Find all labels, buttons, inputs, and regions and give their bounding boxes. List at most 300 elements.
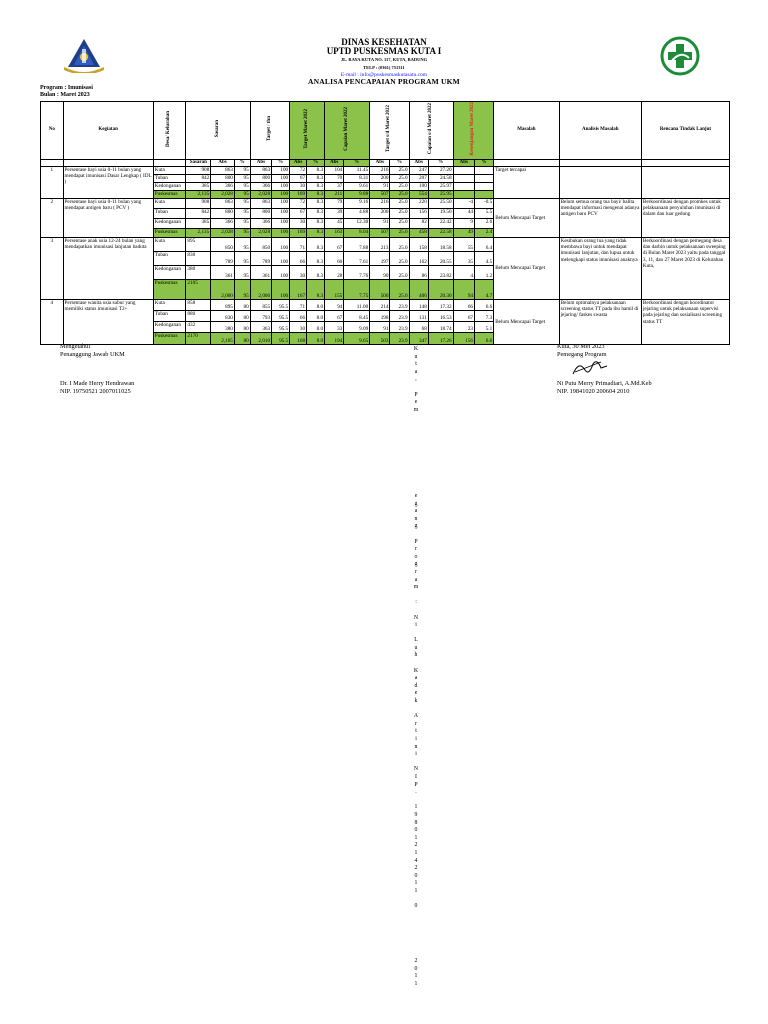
cell-desa: Kedonganan	[153, 182, 186, 190]
cell-value: 458	[409, 228, 428, 237]
page-title: ANALISA PENCAPAIAN PROGRAM UKM	[308, 77, 460, 86]
cell-no: 4	[41, 299, 64, 344]
cell-value: 8.31	[344, 174, 370, 182]
program-label: Program : Imunisasi	[40, 85, 93, 91]
cell-value: 66	[290, 251, 307, 265]
cell-value: 9.09	[344, 321, 370, 332]
cell-value: 880	[186, 310, 211, 321]
cell-value: 380	[186, 265, 211, 279]
right-sig-name: Ni Putu Merry Primadiari, A.Md.Keb	[557, 380, 652, 387]
cell-value: 385	[186, 182, 211, 190]
cell-value: 30	[290, 182, 307, 190]
sub-header-10: %	[390, 159, 409, 166]
cell-value: 507	[370, 228, 390, 237]
cell-value: 2,105	[211, 332, 235, 344]
cell-value: 380	[211, 321, 235, 332]
cell-value: 8.3	[307, 279, 325, 299]
cell-value: 2,028	[211, 228, 235, 237]
cell-value: 9.88	[344, 190, 370, 198]
cell-value: 27.20	[428, 166, 453, 174]
cell-value: 72	[290, 198, 307, 208]
cell-value: 17.32	[428, 299, 453, 310]
cell-value: 211	[325, 190, 344, 198]
cell-value: 67	[325, 310, 344, 321]
sub-header-9: Abs	[370, 159, 390, 166]
cell-value: 95	[234, 251, 250, 265]
cell-value: 842	[186, 208, 211, 218]
cell-value: 100	[272, 208, 290, 218]
cell-value: 155	[325, 279, 344, 299]
sub-header-4: %	[272, 159, 290, 166]
cell-value: 25.0	[390, 198, 409, 208]
cell-value: 100	[272, 265, 290, 279]
cell-value: 361	[211, 265, 235, 279]
cell-value: 60	[325, 251, 344, 265]
cell-value: 503	[370, 332, 390, 344]
cell-value: 850	[250, 237, 271, 251]
cell-value: 39	[325, 208, 344, 218]
cell-value: 67	[325, 237, 344, 251]
agency-name: DINAS KESEHATAN	[341, 37, 427, 47]
cell-value: 8.3	[307, 237, 325, 251]
cell-desa: Kuta	[153, 166, 186, 174]
table-row	[41, 299, 730, 310]
cell-value: 4.5	[475, 251, 494, 265]
cell-value: 2,135	[186, 228, 211, 237]
cell-rencana	[641, 166, 729, 198]
cell-value: 24.58	[428, 174, 453, 182]
cell-value: 863	[211, 166, 235, 174]
signature-scribble	[557, 358, 652, 380]
cell-value: 100	[272, 279, 290, 299]
sub-header-6: %	[307, 159, 325, 166]
cell-value: 82	[409, 218, 428, 228]
cell-value: 25.0	[390, 228, 409, 237]
cell-value: 2,000	[211, 279, 235, 299]
cell-value: 793	[250, 310, 271, 321]
cell-value: 4	[453, 265, 474, 279]
cell-value: 104	[325, 166, 344, 174]
cell-value: 863	[211, 198, 235, 208]
cell-desa: Tuban	[153, 310, 186, 321]
cell-value: 95.5	[272, 321, 290, 332]
cell-value: 7.61	[344, 251, 370, 265]
cell-value: 216	[370, 198, 390, 208]
cell-value: 6.6	[475, 332, 494, 344]
sub-header-7: Abs	[325, 159, 344, 166]
cell-value: 8.0	[307, 299, 325, 310]
cell-analisis: Kesibukan orang tua yang tidak membawa bayi untuk mendapat imunisasi lanjutan, dan lupua untuk melengkapi status imunisasi anaknya	[559, 237, 641, 299]
cell-value: 6.6	[475, 299, 494, 310]
phone: TELP : (0361) 751311	[363, 64, 405, 70]
cell-value: 8.3	[307, 228, 325, 237]
cell-value: 363	[250, 321, 271, 332]
cell-value: 347	[409, 332, 428, 344]
cell-value: 23.9	[390, 310, 409, 321]
email-link[interactable]: E-mail : info@puskesmaskutasatu.com	[340, 72, 428, 78]
cell-value: 197	[370, 251, 390, 265]
cell-value: 908	[186, 198, 211, 208]
col-sasaran: Sasaran	[186, 102, 250, 160]
cell-value: 8.3	[307, 265, 325, 279]
cell-value: 18.74	[428, 321, 453, 332]
cell-value: 91	[370, 218, 390, 228]
cell-desa: Kuta	[153, 198, 186, 208]
cell-desa: Tuban	[153, 251, 186, 265]
cell-kegiatan: Persentase bayi usia 0-11 bulan yang mendapat imunisasi Dasar Lengkap ( IDL )	[63, 166, 153, 198]
cell-value: 25.0	[390, 208, 409, 218]
cell-value: 850	[211, 237, 235, 251]
cell-value: 95	[234, 208, 250, 218]
sub-header-11: Abs	[409, 159, 428, 166]
cell-value: 23.82	[428, 265, 453, 279]
cell-value: 842	[186, 174, 211, 182]
cell-desa: Kedonganan	[153, 321, 186, 332]
cell-kegiatan: Persentase bayi usia 0-11 bulan yang mendapat antigen baru ( PCV )	[63, 198, 153, 237]
table-row	[41, 237, 730, 251]
sub-header-14: %	[475, 159, 494, 166]
cell-value: 131	[409, 310, 428, 321]
cell-value: 25.95	[428, 190, 453, 198]
cell-value: 25.0	[390, 182, 409, 190]
cell-value: 95	[234, 190, 250, 198]
cell-value: 25.0	[390, 166, 409, 174]
cell-value: 80	[234, 299, 250, 310]
cell-masalah: Target tercapai	[494, 166, 559, 198]
col-target-sd: Target s/d Maret 2022	[370, 102, 409, 160]
cell-value: 80	[234, 332, 250, 344]
cell-value: 8.3	[307, 198, 325, 208]
cell-value: 25.0	[390, 190, 409, 198]
cell-value: 25.0	[390, 279, 409, 299]
cell-value: 100	[272, 190, 290, 198]
cell-value: 30	[290, 321, 307, 332]
cell-desa: Tuban	[153, 174, 186, 182]
cell-value: 23.9	[390, 332, 409, 344]
cell-value: 216	[370, 166, 390, 174]
cell-value: 20.30	[428, 279, 453, 299]
cell-value: 37	[325, 182, 344, 190]
sub-header-blank	[559, 159, 641, 166]
letterhead	[0, 38, 768, 79]
cell-value: 789	[211, 251, 235, 265]
sub-header-2: %	[234, 159, 250, 166]
right-sig-nip: NIP. 19841020 200604 2010	[557, 387, 630, 395]
cell-value: 94	[325, 299, 344, 310]
vertical-overflow-text-1: K u t a , P e m	[413, 346, 419, 413]
cell-value: 198	[370, 310, 390, 321]
cell-value: 100	[272, 228, 290, 237]
cell-value: 432	[186, 321, 211, 332]
sub-header-blank	[494, 159, 559, 166]
cell-value	[453, 182, 474, 190]
col-masalah: Masalah	[494, 102, 559, 160]
cell-value: 95	[234, 265, 250, 279]
cell-value: 95.5	[272, 299, 290, 310]
cell-masalah: Belum Mencapai Target	[494, 198, 559, 237]
cell-desa: Kedonganan	[153, 218, 186, 228]
cell-value: 17.26	[428, 332, 453, 344]
col-analisis: Analisis Masalah	[559, 102, 641, 160]
cell-value: 8.3	[307, 182, 325, 190]
col-kegiatan: Kegiatan	[63, 102, 153, 160]
cell-value: 79	[325, 198, 344, 208]
cell-value: 207	[409, 174, 428, 182]
table-row	[41, 166, 730, 174]
cell-value: 863	[250, 166, 271, 174]
program-info	[40, 85, 93, 99]
cell-value: 169	[290, 228, 307, 237]
cell-value: 895	[211, 299, 235, 310]
cell-value: 11.00	[344, 299, 370, 310]
right-sig-line2: Pemegang Program	[557, 350, 607, 358]
cell-desa: Kuta	[153, 299, 186, 310]
cell-value: 200	[370, 174, 390, 182]
cell-value: 66	[290, 310, 307, 321]
cell-value: 25.0	[390, 251, 409, 265]
cell-value: 2,010	[250, 332, 271, 344]
cell-value: 8.3	[307, 174, 325, 182]
cell-value: 25.50	[428, 198, 453, 208]
cell-value: 95.5	[272, 310, 290, 321]
col-capaian-sd: Capaian s/d Maret 2022	[409, 102, 453, 160]
col-capaian-mar: Capaian Maret 2022	[325, 102, 370, 160]
cell-value: 9.16	[344, 198, 370, 208]
cell-value: 2,028	[211, 190, 235, 198]
cell-value: 100	[272, 237, 290, 251]
cell-value: 800	[250, 174, 271, 182]
cell-value: 366	[250, 182, 271, 190]
left-sig-name: Dr. I Made Herry Hendrawan	[60, 380, 135, 387]
vertical-overflow-text-3: 2 0 1 1	[414, 958, 418, 987]
cell-value: 86	[409, 265, 428, 279]
cell-masalah: Belum Mencapai Target	[494, 299, 559, 344]
cell-value: 863	[250, 198, 271, 208]
cell-rencana: Berkoordinasi dengan koordinator jejaring untuk pelaksanaan supervisi pada jejaring dan sosialisasi screening status TT	[641, 299, 729, 344]
cell-value: -0.5	[475, 198, 494, 208]
cell-value: 95	[234, 182, 250, 190]
cell-value: 45	[325, 218, 344, 228]
cell-value: 80	[234, 310, 250, 321]
cell-desa: Kuta	[153, 237, 186, 251]
cell-value	[475, 190, 494, 198]
left-sig-line1: Mengetahui	[60, 343, 91, 350]
left-sig-nip: NIP. 19750521 2007011025	[60, 387, 131, 395]
cell-value: 95.5	[272, 332, 290, 344]
cell-value: 33	[325, 321, 344, 332]
cell-kegiatan: Persentase anak usia 12-24 bulan yang mendapatkan imunisasi lanjutan baduta	[63, 237, 153, 299]
cell-value: 214	[370, 299, 390, 310]
col-desa: Desa/ Kelurahan	[153, 102, 186, 160]
cell-value: 4.7	[475, 279, 494, 299]
cell-value: 67	[290, 174, 307, 182]
cell-value: 70	[325, 174, 344, 182]
cell-value: 162	[409, 251, 428, 265]
cell-value: 8.0	[307, 321, 325, 332]
cell-value: 554	[409, 190, 428, 198]
cell-value: 366	[211, 182, 235, 190]
cell-desa: Puskesmas	[153, 228, 186, 237]
cell-analisis: Belum semua orang tua bayi/ balita mendapat informasi mengenai adanya antigen baru PCV	[559, 198, 641, 237]
cell-value	[475, 182, 494, 190]
cell-value: 67	[453, 310, 474, 321]
cell-value: 66	[453, 299, 474, 310]
cell-value: 44	[453, 208, 474, 218]
cell-value: -4	[453, 198, 474, 208]
cell-desa: Puskesmas	[153, 279, 186, 299]
cell-value: 100	[272, 198, 290, 208]
cell-value: 168	[290, 332, 307, 344]
col-no: No	[41, 102, 64, 160]
cell-value: 7.3	[475, 310, 494, 321]
cell-value: 30	[290, 265, 307, 279]
cell-value: 71	[290, 299, 307, 310]
cell-value: 507	[370, 190, 390, 198]
cell-value: 22.42	[428, 218, 453, 228]
cell-value: 2,028	[250, 190, 271, 198]
cell-value: 7.75	[344, 279, 370, 299]
cell-value: 789	[250, 251, 271, 265]
cell-no: 3	[41, 237, 64, 299]
cell-value: 500	[370, 279, 390, 299]
cell-value: 6.4	[475, 237, 494, 251]
cell-value: 908	[186, 166, 211, 174]
cell-value: 7.88	[344, 237, 370, 251]
cell-value: 366	[211, 218, 235, 228]
cell-value: 100	[272, 251, 290, 265]
cell-value: 8.3	[307, 251, 325, 265]
cell-value: 148	[409, 299, 428, 310]
cell-value: 90	[370, 265, 390, 279]
cell-value: 80	[234, 321, 250, 332]
sub-header-1: Abs	[211, 159, 235, 166]
cell-desa: Puskesmas	[153, 332, 186, 344]
cell-value: 95	[234, 237, 250, 251]
cell-value: 100	[409, 182, 428, 190]
cell-value: 11.45	[344, 166, 370, 174]
cell-value: 95	[234, 228, 250, 237]
cell-analisis: Belum optimalnya pelaksanaan screening status TT pada ibu hamil di jejaring/ faskes swasta	[559, 299, 641, 344]
cell-value: 8.04	[344, 228, 370, 237]
cell-value: 200	[370, 208, 390, 218]
cell-value: 366	[250, 218, 271, 228]
cell-value: 385	[186, 218, 211, 228]
cell-value: 156	[453, 332, 474, 344]
sub-header-8: %	[344, 159, 370, 166]
cell-value: 71	[290, 237, 307, 251]
right-sig-line1: Kuta, 30 Mei 2023	[557, 343, 605, 350]
cell-value: 361	[250, 265, 271, 279]
left-sig-line2: Penanggung Jawab UKM	[60, 350, 125, 358]
cell-masalah: Belum Mencapai Target	[494, 237, 559, 299]
col-kesenjangan: Kesenjangan Maret 2022	[453, 102, 494, 160]
cell-value: 213	[370, 237, 390, 251]
cell-value: 4.88	[344, 208, 370, 218]
cell-value: 800	[211, 174, 235, 182]
analysis-table	[40, 101, 730, 345]
cell-value: 95	[234, 166, 250, 174]
cell-value: 18.58	[428, 237, 453, 251]
table-body	[41, 166, 730, 344]
cell-value: 25.0	[390, 218, 409, 228]
table-row	[41, 198, 730, 208]
cell-value: 2170	[186, 332, 211, 344]
cell-value: 156	[409, 208, 428, 218]
cell-value: 1.2	[475, 265, 494, 279]
cell-value: 16.53	[428, 310, 453, 321]
cell-value: 23.9	[390, 321, 409, 332]
cell-value: 19.50	[428, 208, 453, 218]
cell-value: 100	[272, 166, 290, 174]
cell-value: 158	[409, 237, 428, 251]
cell-value	[453, 174, 474, 182]
sub-header-3: Abs	[250, 159, 271, 166]
cell-value: 55	[453, 237, 474, 251]
cell-value: 7.76	[344, 265, 370, 279]
address: JL. RAYA KUTA NO. 117, KUTA, BADUNG	[340, 57, 428, 62]
cell-desa: Kedonganan	[153, 265, 186, 279]
left-signature-block	[60, 343, 134, 395]
col-target-mar: Target Maret 2022	[290, 102, 325, 160]
cell-value: 8.3	[307, 218, 325, 228]
sub-header-blank	[641, 159, 729, 166]
cell-value: 100	[272, 182, 290, 190]
sub-header-13: Abs	[453, 159, 474, 166]
col-target-thn: Target / thn	[250, 102, 289, 160]
cell-rencana: Berkoordinasi dengan pemegang desa dan darbin untuk pelaksanaan sweeping di Bulan Maret 2023 yaitu pada tanggal 3, 11, dan 27 Maret 2023 di Kelurahan Kuta,	[641, 237, 729, 299]
cell-value: 95	[234, 279, 250, 299]
cell-value: 28	[325, 265, 344, 279]
cell-value: 25.0	[390, 265, 409, 279]
cell-value: 855	[250, 299, 271, 310]
cell-value: 2,028	[250, 228, 271, 237]
cell-value: 91	[370, 182, 390, 190]
cell-value: 8.45	[344, 310, 370, 321]
cell-value: 2.4	[475, 228, 494, 237]
unit-name: UPTD PUSKESMAS KUTA I	[326, 46, 442, 56]
cell-value: 406	[409, 279, 428, 299]
cell-value: 72	[290, 166, 307, 174]
cell-value: 8.3	[307, 166, 325, 174]
cell-no: 1	[41, 166, 64, 198]
cell-value: 91	[370, 321, 390, 332]
cell-value: 858	[186, 299, 211, 310]
cell-value: 247	[409, 166, 428, 174]
sub-header-5: Abs	[290, 159, 307, 166]
cell-value: 12.30	[344, 218, 370, 228]
cell-value: 8.0	[307, 310, 325, 321]
cell-value: 25.0	[390, 237, 409, 251]
cell-value	[475, 174, 494, 182]
cell-value: 94	[453, 279, 474, 299]
cell-analisis	[559, 166, 641, 198]
cell-value: 163	[325, 228, 344, 237]
cell-value: 20.55	[428, 251, 453, 265]
cell-value: 30	[290, 218, 307, 228]
cell-value: 169	[290, 190, 307, 198]
cell-rencana: Berkoordinasi dengan promkes untuk pelaksanaan penyuluhan imunisasi di dalam dan luar gedung	[641, 198, 729, 237]
cell-value: 95	[234, 218, 250, 228]
cell-value: 22.58	[428, 228, 453, 237]
col-rencana: Rencana Tindak Lanjut	[641, 102, 729, 160]
cell-value: 8.0	[307, 332, 325, 344]
cell-value: 220	[409, 198, 428, 208]
cell-value: 830	[211, 310, 235, 321]
cell-value: 167	[290, 279, 307, 299]
month-label: Bulan : Maret 2023	[40, 92, 90, 98]
cell-value: 9	[453, 218, 474, 228]
cell-value: 100	[272, 174, 290, 182]
